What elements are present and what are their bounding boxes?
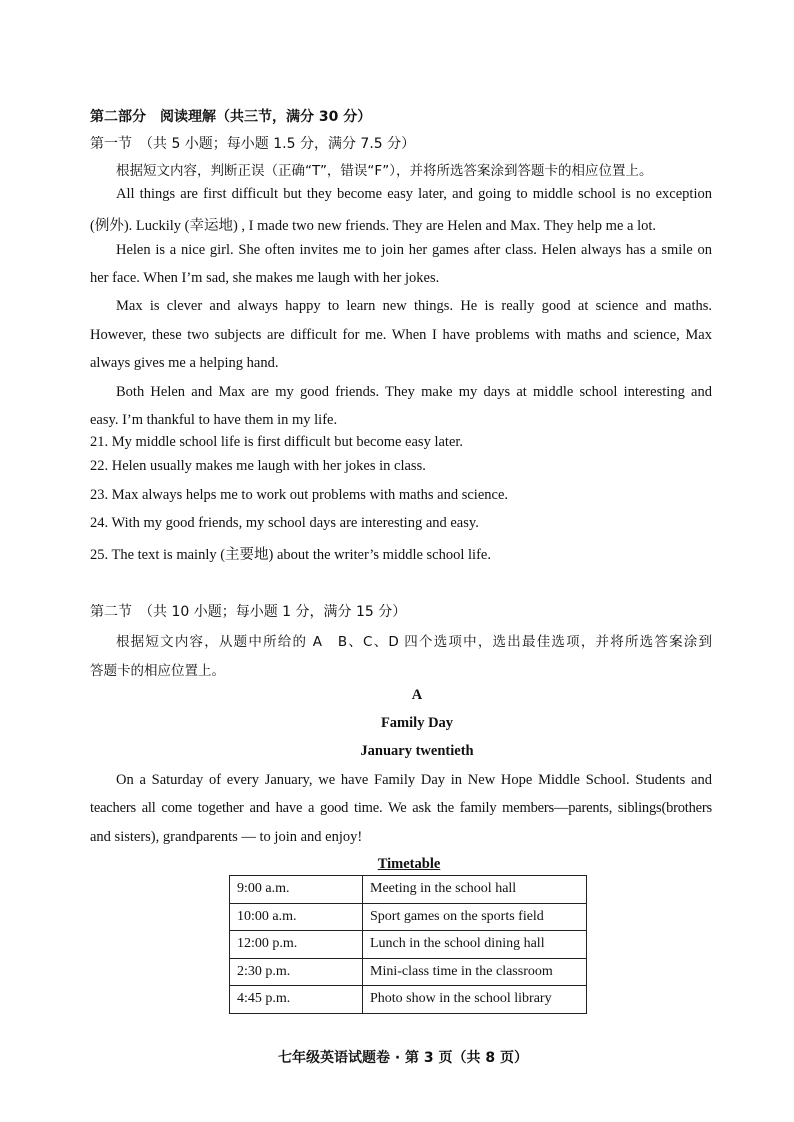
passage-line: However, these two subjects are difficult for me. When I have problems with maths and science, Max	[90, 327, 712, 343]
passage-line: (例外). Luckily (幸运地) , I made two new friends. They are Helen and Max. They help me a lot.	[90, 218, 657, 234]
passage-line: always gives me a helping hand.	[90, 355, 279, 371]
time-cell: 12:00 p.m.	[230, 931, 363, 959]
question-22: 22. Helen usually makes me laugh with her jokes in class.	[90, 458, 426, 474]
table-row	[230, 931, 587, 959]
time-cell: 2:30 p.m.	[230, 958, 363, 986]
part-heading: 第二部分 阅读理解（共三节，满分 30 分）	[90, 109, 372, 125]
question-24: 24. With my good friends, my school days are interesting and easy.	[90, 515, 479, 531]
event-cell: Sport games on the sports field	[363, 903, 587, 931]
question-21: 21. My middle school life is first difficult but become easy later.	[90, 434, 464, 450]
table-row	[230, 903, 587, 931]
intro-line: teachers all come together and have a good time. We ask the family members—parents, siblings(brothers	[90, 800, 712, 816]
table-row	[230, 958, 587, 986]
section2-instruction: 答题卡的相应位置上。	[90, 663, 225, 679]
intro-line: On a Saturday of every January, we have Family Day in New Hope Middle School. Students and	[116, 772, 712, 788]
page-footer: 七年级英语试题卷 · 第 3 页（共 8 页）	[277, 1050, 529, 1066]
time-cell: 9:00 a.m.	[230, 876, 363, 904]
passage-line: easy. I’m thankful to have them in my life.	[90, 412, 338, 428]
passage-line: Helen is a nice girl. She often invites me to join her games after class. Helen always has a smile on	[116, 242, 712, 258]
question-25: 25. The text is mainly (主要地) about the writer’s middle school life.	[90, 547, 491, 563]
passage-line: Max is clever and always happy to learn new things. He is really good at science and maths.	[116, 298, 712, 314]
event-cell: Lunch in the school dining hall	[363, 931, 587, 959]
event-cell: Mini-class time in the classroom	[363, 958, 587, 986]
table-row	[230, 876, 587, 904]
passage-line: Both Helen and Max are my good friends. They make my days at middle school interesting and	[116, 384, 712, 400]
question-23: 23. Max always helps me to work out problems with maths and science.	[90, 487, 509, 503]
section1-heading: 第一节 （共 5 小题；每小题 1.5 分，满分 7.5 分）	[90, 136, 416, 152]
timetable-title: Timetable	[377, 856, 441, 872]
section1-instruction: 根据短文内容，判断正误（正确“T”，错误“F”），并将所选答案涂到答题卡的相应位置上。	[116, 163, 653, 179]
event-cell: Photo show in the school library	[363, 986, 587, 1014]
passage-label: A	[411, 687, 423, 703]
timetable	[229, 875, 587, 1014]
time-cell: 4:45 p.m.	[230, 986, 363, 1014]
passage-line: her face. When I’m sad, she makes me laugh with her jokes.	[90, 270, 440, 286]
section2-heading: 第二节 （共 10 小题；每小题 1 分，满分 15 分）	[90, 604, 407, 620]
event-cell: Meeting in the school hall	[363, 876, 587, 904]
time-cell: 10:00 a.m.	[230, 903, 363, 931]
passage-line: All things are first difficult but they become easy later, and going to middle school is no exception	[116, 186, 712, 202]
passage-subtitle: January twentieth	[360, 743, 474, 759]
passage-title: Family Day	[380, 715, 454, 731]
table-row	[230, 986, 587, 1014]
intro-line: and sisters), grandparents — to join and enjoy!	[90, 829, 363, 845]
section2-instruction: 根据短文内容，从题中所给的 A B、C、D 四个选项中，选出最佳选项，并将所选答案涂到	[116, 634, 712, 650]
